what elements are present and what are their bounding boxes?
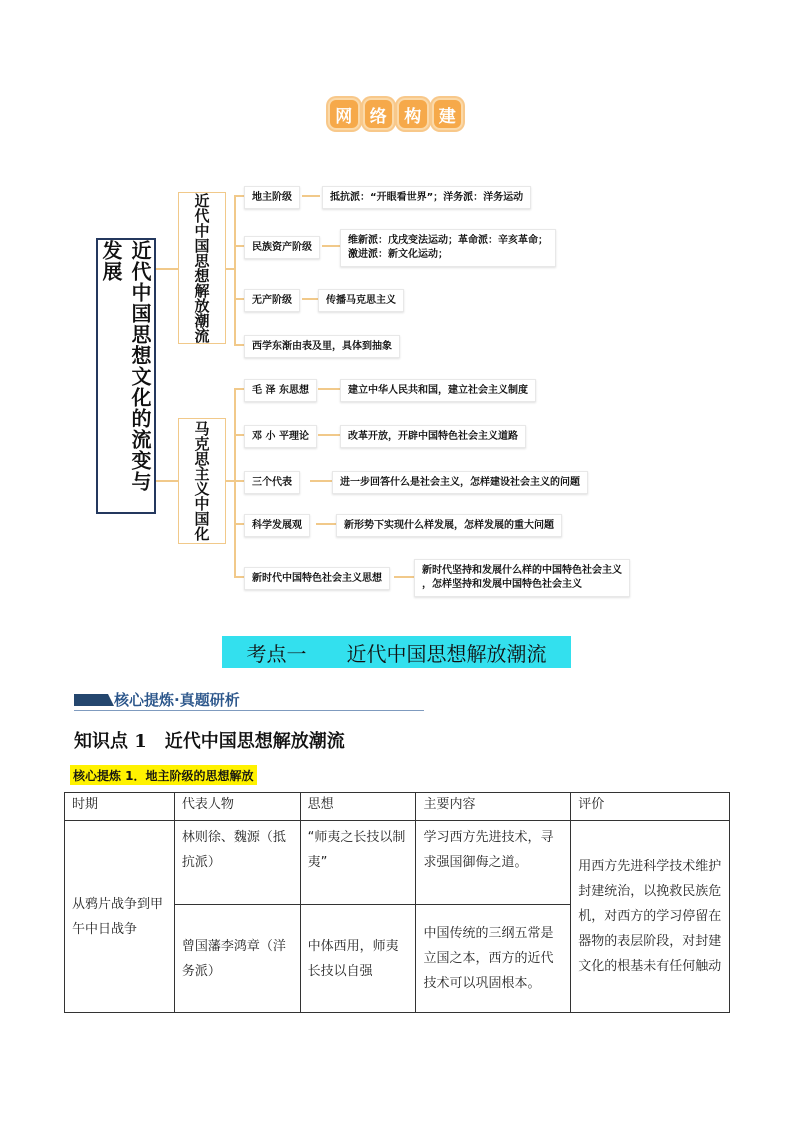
connector xyxy=(226,268,234,270)
detail-line: 激进派：新文化运动； xyxy=(348,249,448,260)
connector xyxy=(234,523,244,525)
header-cell: 时期 xyxy=(65,793,175,821)
node-deng-detail: 改革开放，开辟中国特色社会主义道路 xyxy=(340,425,526,448)
idea-cell: “师夷之长技以制夷” xyxy=(300,821,416,905)
connector xyxy=(394,576,414,578)
content-cell: 中国传统的三纲五常是立国之本，西方的近代技术可以巩固根本。 xyxy=(416,905,571,1013)
node-mao-thought: 毛 泽 东思想 xyxy=(244,379,317,402)
node-scientific-development-detail: 新形势下实现什么样发展，怎样发展的重大问题 xyxy=(336,514,562,537)
network-construction-banner xyxy=(328,98,466,134)
node-landlord-class: 地主阶级 xyxy=(244,186,300,209)
connector xyxy=(234,576,244,578)
node-three-represents-detail: 进一步回答什么是社会主义，怎样建设社会主义的问题 xyxy=(332,471,588,494)
banner-char: 建 xyxy=(432,98,464,130)
detail-line: 新时代坚持和发展什么样的中国特色社会主义 xyxy=(422,565,622,576)
connector xyxy=(322,245,340,247)
core-label: 核心提炼 1．地主阶级的思想解放 xyxy=(70,765,257,785)
table-row xyxy=(65,821,730,905)
evaluation-cell: 用西方先进科学技术维护封建统治，以挽救民族危机，对西方的学习停留在器物的表层阶段，对封建文化的根基未有任何触动 xyxy=(571,821,730,1013)
connector xyxy=(234,344,244,346)
section-title: 考点一 近代中国思想解放潮流 xyxy=(222,636,571,668)
connector xyxy=(156,268,178,270)
person-cell: 林则徐、魏源（抵抗派） xyxy=(174,821,300,905)
node-new-era-detail xyxy=(414,559,630,597)
subhead-bar xyxy=(74,694,114,706)
connector xyxy=(302,298,318,300)
table-header-row xyxy=(65,793,730,821)
landlord-class-table xyxy=(64,792,730,1013)
period-cell: 从鸦片战争到甲午中日战争 xyxy=(65,821,175,1013)
banner-char: 网 xyxy=(328,98,360,130)
node-deng-theory: 邓 小 平理论 xyxy=(244,425,317,448)
connector xyxy=(234,245,244,247)
connector xyxy=(310,480,332,482)
connector xyxy=(234,195,244,197)
connector xyxy=(318,388,340,390)
header-cell: 思想 xyxy=(300,793,416,821)
branch-marxism-sinicization: 马克思主义中国化 xyxy=(178,418,226,544)
branch-thought-liberation: 近代中国思想解放潮流 xyxy=(178,192,226,344)
node-western-learning: 西学东渐由表及里，具体到抽象 xyxy=(244,335,400,358)
header-cell: 主要内容 xyxy=(416,793,571,821)
connector xyxy=(234,434,244,436)
mindmap-root: 近代中国思想文化的流变与发展 xyxy=(96,238,156,514)
connector xyxy=(234,195,236,345)
knowledge-point-title: 知识点 1 近代中国思想解放潮流 xyxy=(74,731,345,752)
connector xyxy=(318,434,340,436)
detail-line: 维新派：戊戌变法运动；革命派：辛亥革命； xyxy=(348,235,548,246)
connector xyxy=(316,523,336,525)
subhead-underline xyxy=(74,710,424,711)
connector xyxy=(234,388,244,390)
header-cell: 评价 xyxy=(571,793,730,821)
node-landlord-detail: 抵抗派：“开眼看世界”；洋务派：洋务运动 xyxy=(322,186,531,209)
subhead-text: 核心提炼·真题研析 xyxy=(114,691,240,709)
idea-cell: 中体西用，师夷长技以自强 xyxy=(300,905,416,1013)
header-cell: 代表人物 xyxy=(174,793,300,821)
detail-line: ，怎样坚持和发展中国特色社会主义 xyxy=(422,579,582,590)
connector xyxy=(302,195,320,197)
connector xyxy=(234,298,244,300)
person-cell: 曾国藩李鸿章（洋务派） xyxy=(174,905,300,1013)
node-bourgeoisie: 民族资产阶级 xyxy=(244,236,320,259)
node-new-era-thought: 新时代中国特色社会主义思想 xyxy=(244,567,390,590)
connector xyxy=(226,480,234,482)
connector xyxy=(234,388,236,576)
banner-char: 络 xyxy=(363,98,395,130)
connector xyxy=(234,480,244,482)
node-proletariat-detail: 传播马克思主义 xyxy=(318,289,404,312)
content-cell: 学习西方先进技术，寻求强国御侮之道。 xyxy=(416,821,571,905)
node-proletariat: 无产阶级 xyxy=(244,289,300,312)
connector xyxy=(156,480,178,482)
node-three-represents: 三个代表 xyxy=(244,471,300,494)
node-bourgeoisie-detail xyxy=(340,229,556,267)
banner-char: 构 xyxy=(397,98,429,130)
node-scientific-development: 科学发展观 xyxy=(244,514,310,537)
node-mao-detail: 建立中华人民共和国，建立社会主义制度 xyxy=(340,379,536,402)
core-summary-subhead xyxy=(74,688,424,712)
